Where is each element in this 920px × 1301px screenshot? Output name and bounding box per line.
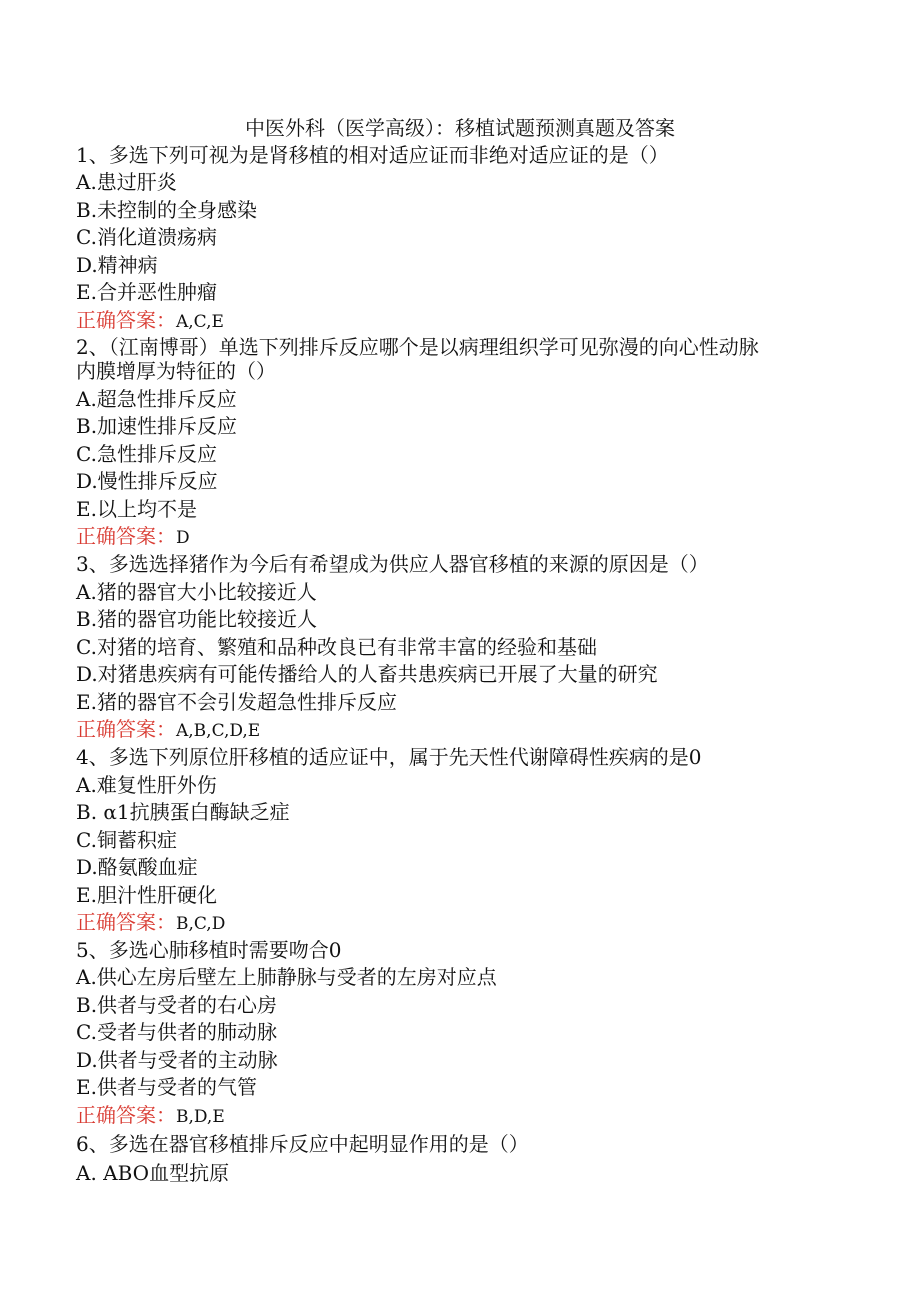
question-5-option-d: D.供者与受者的主动脉 <box>76 1048 278 1072</box>
question-1-option-d: D.精神病 <box>76 253 158 277</box>
question-4-option-d: D.酪氨酸血症 <box>76 855 198 879</box>
answer-value: B,C,D <box>176 914 226 934</box>
question-2-stem: 2、（江南博哥）单选下列排斥反应哪个是以病理组织学可见弥漫的向心性动脉 <box>76 335 759 359</box>
question-5-stem: 5、多选心肺移植时需要吻合0 <box>76 938 342 962</box>
answer-value: A,C,E <box>176 312 224 332</box>
question-5-answer <box>76 1102 846 1132</box>
answer-label: 正确答案： <box>76 910 176 934</box>
question-1-option-b: B.未控制的全身感染 <box>76 198 258 222</box>
question-3-option-e: E.猪的器官不会引发超急性排斥反应 <box>76 690 397 714</box>
question-2-option-c: C.急性排斥反应 <box>76 442 217 466</box>
question-6-option-a: A. ABO血型抗原 <box>76 1161 230 1185</box>
answer-label: 正确答案： <box>76 1103 176 1127</box>
question-2-stem-cont: 内膜增厚为特征的（） <box>76 359 276 383</box>
question-3-option-c: C.对猪的培育、繁殖和品种改良已有非常丰富的经验和基础 <box>76 635 597 659</box>
question-4-stem: 4、多选下列原位肝移植的适应证中，属于先天性代谢障碍性疾病的是0 <box>76 745 702 769</box>
question-4-option-e: E.胆汁性肝硬化 <box>76 883 217 907</box>
question-4-option-a: A.难复性肝外伤 <box>76 773 217 797</box>
document-title: 中医外科（医学高级）：移植试题预测真题及答案 <box>245 116 675 140</box>
answer-label: 正确答案： <box>76 524 176 548</box>
question-5-option-e: E.供者与受者的气管 <box>76 1075 257 1099</box>
question-1-answer <box>76 307 846 337</box>
question-3-option-d: D.对猪患疾病有可能传播给人的人畜共患疾病已开展了大量的研究 <box>76 662 658 686</box>
question-3-option-a: A.猪的器官大小比较接近人 <box>76 580 317 604</box>
question-3-answer <box>76 716 846 746</box>
question-3-option-b: B.猪的器官功能比较接近人 <box>76 607 318 631</box>
question-4-option-c: C.铜蓄积症 <box>76 828 177 852</box>
question-5-option-c: C.受者与供者的肺动脉 <box>76 1020 277 1044</box>
question-5-option-a: A.供心左房后壁左上肺静脉与受者的左房对应点 <box>76 965 497 989</box>
answer-value: D <box>176 528 190 548</box>
question-5-option-b: B.供者与受者的右心房 <box>76 993 278 1017</box>
question-2-option-e: E.以上均不是 <box>76 497 197 521</box>
question-4-option-b: B. α1抗胰蛋白酶缺乏症 <box>76 800 290 824</box>
question-1-stem: 1、多选下列可视为是肾移植的相对适应证而非绝对适应证的是（） <box>76 143 669 167</box>
question-1-option-c: C.消化道溃疡病 <box>76 225 217 249</box>
question-6-stem: 6、多选在器官移植排斥反应中起明显作用的是（） <box>76 1132 529 1156</box>
answer-label: 正确答案： <box>76 717 176 741</box>
answer-value: B,D,E <box>176 1107 225 1127</box>
question-3-stem: 3、多选选择猪作为今后有希望成为供应人器官移植的来源的原因是（） <box>76 552 709 576</box>
answer-label: 正确答案： <box>76 308 176 332</box>
question-2-option-a: A.超急性排斥反应 <box>76 387 237 411</box>
question-1-option-e: E.合并恶性肿瘤 <box>76 280 217 304</box>
answer-value: A,B,C,D,E <box>176 721 261 741</box>
question-4-answer <box>76 909 846 939</box>
question-2-option-b: B.加速性排斥反应 <box>76 414 238 438</box>
question-1-option-a: A.患过肝炎 <box>76 170 177 194</box>
question-2-option-d: D.慢性排斥反应 <box>76 469 218 493</box>
question-2-answer <box>76 523 846 553</box>
